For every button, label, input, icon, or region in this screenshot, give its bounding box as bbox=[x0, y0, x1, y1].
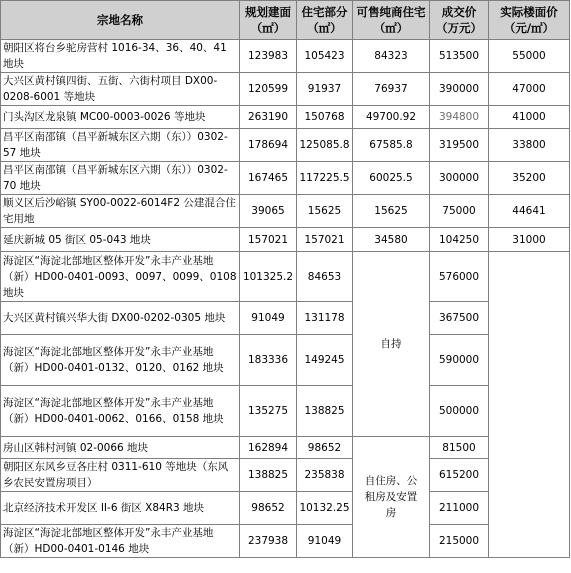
cell-name: 延庆新城 05 街区 05-043 地块 bbox=[1, 228, 240, 252]
cell-residential: 150768 bbox=[297, 106, 353, 129]
cell-price: 367500 bbox=[430, 302, 489, 335]
cell-floor-price: 33800 bbox=[489, 129, 570, 162]
table-row bbox=[1, 228, 570, 252]
cell-price: 211000 bbox=[430, 492, 489, 525]
header-row bbox=[1, 1, 570, 40]
cell-planned: 178694 bbox=[240, 129, 297, 162]
cell-price: 104250 bbox=[430, 228, 489, 252]
cell-floor-price: 31000 bbox=[489, 228, 570, 252]
cell-name: 北京经济技术开发区 II-6 街区 X84R3 地块 bbox=[1, 492, 240, 525]
cell-name: 海淀区“海淀北部地区整体开发”永丰产业基地（新）HD00-0401-0093、0097、0099、0108 地块 bbox=[1, 252, 240, 302]
cell-residential: 157021 bbox=[297, 228, 353, 252]
cell-name: 朝阳区东风乡豆各庄村 0311-610 等地块（东风乡农民安置房项目） bbox=[1, 459, 240, 492]
cell-floor-price: 35200 bbox=[489, 162, 570, 195]
cell-residential: 131178 bbox=[297, 302, 353, 335]
table-row bbox=[1, 335, 570, 386]
cell-residential: 98652 bbox=[297, 437, 353, 459]
cell-price: 513500 bbox=[430, 40, 489, 73]
cell-name: 大兴区黄村镇四街、五街、六街村项目 DX00-0208-6001 等地块 bbox=[1, 73, 240, 106]
table-row bbox=[1, 492, 570, 525]
cell-residential: 149245 bbox=[297, 335, 353, 386]
table-row bbox=[1, 195, 570, 228]
cell-residential: 91049 bbox=[297, 525, 353, 558]
cell-price: 615200 bbox=[430, 459, 489, 492]
cell-planned: 162894 bbox=[240, 437, 297, 459]
cell-price: 394800 bbox=[430, 106, 489, 129]
cell-planned: 237938 bbox=[240, 525, 297, 558]
cell-residential: 117225.5 bbox=[297, 162, 353, 195]
table-row bbox=[1, 73, 570, 106]
cell-planned: 135275 bbox=[240, 386, 297, 437]
cell-planned: 101325.2 bbox=[240, 252, 297, 302]
table-row bbox=[1, 525, 570, 558]
table-row bbox=[1, 459, 570, 492]
table-row bbox=[1, 162, 570, 195]
cell-residential: 105423 bbox=[297, 40, 353, 73]
merged-public-housing-cell: 自住房、公租房及安置房 bbox=[353, 437, 430, 558]
cell-saleable: 84323 bbox=[353, 40, 430, 73]
table-row bbox=[1, 386, 570, 437]
header-residential-area: 住宅部分（㎡） bbox=[297, 1, 353, 40]
cell-name: 海淀区“海淀北部地区整体开发”永丰产业基地（新）HD00-0401-0062、0166、0158 地块 bbox=[1, 386, 240, 437]
cell-floor-price: 44641 bbox=[489, 195, 570, 228]
cell-name: 大兴区黄村镇兴华大街 DX00-0202-0305 地块 bbox=[1, 302, 240, 335]
cell-planned: 157021 bbox=[240, 228, 297, 252]
cell-residential: 138825 bbox=[297, 386, 353, 437]
cell-name: 海淀区“海淀北部地区整体开发”永丰产业基地（新）HD00-0401-0132、0120、0162 地块 bbox=[1, 335, 240, 386]
cell-name: 昌平区南邵镇（昌平新城东区六期（东））0302-70 地块 bbox=[1, 162, 240, 195]
cell-planned: 138825 bbox=[240, 459, 297, 492]
cell-floor-price-empty bbox=[489, 252, 570, 558]
cell-price: 500000 bbox=[430, 386, 489, 437]
header-saleable-area: 可售纯商住宅（㎡） bbox=[353, 1, 430, 40]
cell-planned: 91049 bbox=[240, 302, 297, 335]
cell-residential: 84653 bbox=[297, 252, 353, 302]
cell-planned: 39065 bbox=[240, 195, 297, 228]
header-name: 宗地名称 bbox=[1, 1, 240, 40]
cell-saleable: 67585.8 bbox=[353, 129, 430, 162]
cell-price: 319500 bbox=[430, 129, 489, 162]
cell-planned: 183336 bbox=[240, 335, 297, 386]
table-row bbox=[1, 40, 570, 73]
cell-floor-price: 41000 bbox=[489, 106, 570, 129]
cell-planned: 123983 bbox=[240, 40, 297, 73]
cell-price: 590000 bbox=[430, 335, 489, 386]
cell-price: 576000 bbox=[430, 252, 489, 302]
header-planned-area: 规划建面（㎡） bbox=[240, 1, 297, 40]
cell-residential: 125085.8 bbox=[297, 129, 353, 162]
header-price: 成交价（万元） bbox=[430, 1, 489, 40]
cell-name: 昌平区南邵镇（昌平新城东区六期（东））0302-57 地块 bbox=[1, 129, 240, 162]
cell-name: 房山区韩村河镇 02-0066 地块 bbox=[1, 437, 240, 459]
cell-price: 300000 bbox=[430, 162, 489, 195]
table-row bbox=[1, 129, 570, 162]
cell-name: 顺义区后沙峪镇 SY00-0022-6014F2 公建混合住宅用地 bbox=[1, 195, 240, 228]
cell-saleable: 15625 bbox=[353, 195, 430, 228]
table-row bbox=[1, 302, 570, 335]
merged-self-held-cell: 自持 bbox=[353, 252, 430, 437]
cell-price: 390000 bbox=[430, 73, 489, 106]
cell-name: 朝阳区将台乡驼房营村 1016-34、36、40、41 地块 bbox=[1, 40, 240, 73]
table-row bbox=[1, 437, 570, 459]
cell-planned: 263190 bbox=[240, 106, 297, 129]
table-row bbox=[1, 106, 570, 129]
cell-planned: 98652 bbox=[240, 492, 297, 525]
cell-planned: 120599 bbox=[240, 73, 297, 106]
header-floor-price: 实际楼面价（元/㎡） bbox=[489, 1, 570, 40]
cell-saleable: 49700.92 bbox=[353, 106, 430, 129]
cell-saleable: 34580 bbox=[353, 228, 430, 252]
cell-floor-price: 47000 bbox=[489, 73, 570, 106]
cell-saleable: 60025.5 bbox=[353, 162, 430, 195]
cell-name: 海淀区“海淀北部地区整体开发”永丰产业基地（新）HD00-0401-0146 地块 bbox=[1, 525, 240, 558]
table-row bbox=[1, 252, 570, 302]
cell-floor-price: 55000 bbox=[489, 40, 570, 73]
cell-price: 215000 bbox=[430, 525, 489, 558]
cell-residential: 10132.25 bbox=[297, 492, 353, 525]
cell-name: 门头沟区龙泉镇 MC00-0003-0026 等地块 bbox=[1, 106, 240, 129]
cell-saleable: 76937 bbox=[353, 73, 430, 106]
cell-residential: 15625 bbox=[297, 195, 353, 228]
cell-residential: 91937 bbox=[297, 73, 353, 106]
cell-planned: 167465 bbox=[240, 162, 297, 195]
cell-price: 81500 bbox=[430, 437, 489, 459]
cell-residential: 235838 bbox=[297, 459, 353, 492]
cell-price: 75000 bbox=[430, 195, 489, 228]
